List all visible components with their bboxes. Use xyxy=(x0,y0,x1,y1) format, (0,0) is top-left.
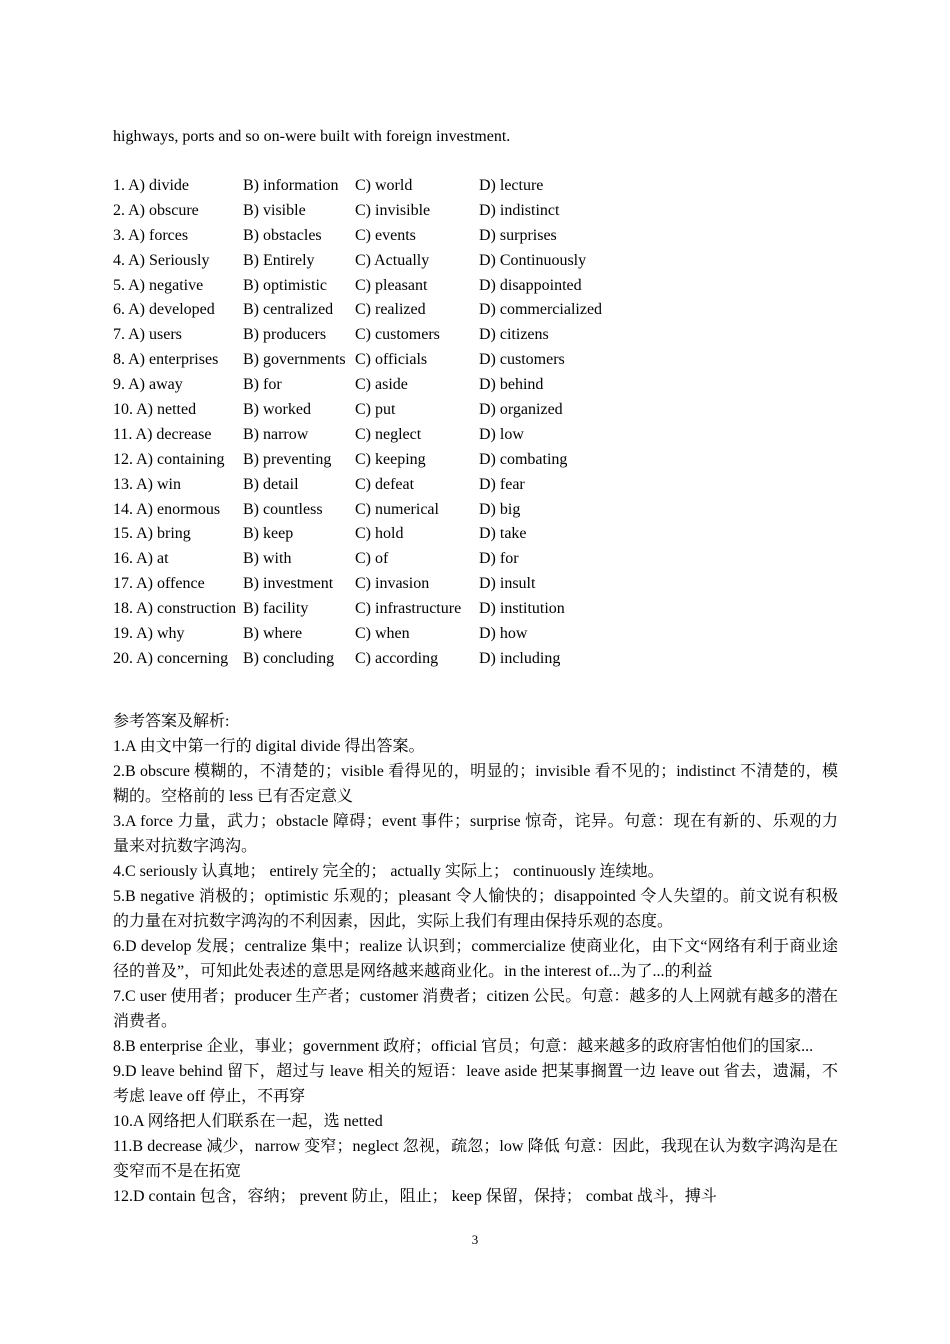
option-d: D) lecture xyxy=(479,177,544,194)
option-row xyxy=(113,547,838,572)
answer-item: 12.D contain 包含，容纳； prevent 防止，阻止； keep 保留，保持； combat 战斗，搏斗 xyxy=(113,1187,717,1205)
option-a: 6. A) developed xyxy=(113,301,215,319)
option-b: B) concluding xyxy=(243,649,335,667)
option-b: B) optimistic xyxy=(243,276,327,294)
option-c: C) of xyxy=(355,550,389,568)
option-d: D) indistinct xyxy=(479,201,560,219)
option-a: 19. A) why xyxy=(113,625,185,643)
option-row xyxy=(113,274,838,299)
answer-item: 7.C user 使用者；producer 生产者；customer 消费者；citizen 公民。句意：越多的人上网就有越多的潜在消费者。 xyxy=(113,987,838,1030)
option-b: B) investment xyxy=(243,575,334,593)
option-c: C) customers xyxy=(355,326,440,344)
option-a: 11. A) decrease xyxy=(113,425,212,443)
option-a: 20. A) concerning xyxy=(113,649,229,667)
option-d: D) how xyxy=(479,625,528,643)
option-b: B) countless xyxy=(243,500,323,518)
answers-section xyxy=(113,709,838,1209)
option-b: B) information xyxy=(243,177,339,194)
option-a: 8. A) enterprises xyxy=(113,351,219,369)
options-list xyxy=(113,174,838,672)
option-d: D) take xyxy=(479,525,527,543)
option-row xyxy=(113,323,838,348)
option-c: C) officials xyxy=(355,351,428,369)
option-d: D) big xyxy=(479,500,521,518)
option-c: C) invisible xyxy=(355,201,431,219)
option-row xyxy=(113,174,838,199)
option-row xyxy=(113,622,838,647)
document-page xyxy=(113,124,838,1209)
option-d: D) citizens xyxy=(479,326,549,344)
answer-item: 10.A 网络把人们联系在一起，选 netted xyxy=(113,1112,383,1130)
answer-item: 9.D leave behind 留下，超过与 leave 相关的短语：leave aside 把某事搁置一边 leave out 省去，遗漏，不考虑 leave off 停止，不再穿 xyxy=(113,1062,838,1105)
option-b: B) obstacles xyxy=(243,226,322,244)
option-a: 3. A) forces xyxy=(113,226,189,244)
option-b: B) detail xyxy=(243,475,299,493)
option-b: B) governments xyxy=(243,351,346,369)
option-a: 2. A) obscure xyxy=(113,201,199,219)
answer-item: 5.B negative 消极的；optimistic 乐观的；pleasant 令人愉快的；disappointed 令人失望的。前文说有积极的力量在对抗数字鸿沟的不利因素，因此，实际上我们有理由保持乐观的态度。 xyxy=(113,887,838,930)
option-b: B) facility xyxy=(243,600,309,618)
option-d: D) behind xyxy=(479,376,544,394)
option-d: D) Continuously xyxy=(479,251,587,269)
option-a: 14. A) enormous xyxy=(113,500,221,518)
option-c: C) aside xyxy=(355,376,408,394)
option-c: C) events xyxy=(355,226,416,244)
option-c: C) neglect xyxy=(355,425,422,443)
option-d: D) including xyxy=(479,649,561,667)
option-row xyxy=(113,398,838,423)
option-c: C) realized xyxy=(355,301,426,319)
option-d: D) insult xyxy=(479,575,536,593)
option-a: 17. A) offence xyxy=(113,575,205,593)
answer-item: 8.B enterprise 企业，事业；government 政府；official 官员；句意：越来越多的政府害怕他们的国家... xyxy=(113,1037,814,1055)
option-d: D) disappointed xyxy=(479,276,582,294)
option-b: B) producers xyxy=(243,326,327,344)
option-b: B) with xyxy=(243,550,292,568)
option-a: 5. A) negative xyxy=(113,276,204,294)
option-d: D) surprises xyxy=(479,226,557,244)
answer-item: 4.C seriously 认真地； entirely 完全的； actually 实际上； continuously 连续地。 xyxy=(113,862,664,880)
answer-item: 2.B obscure 模糊的，不清楚的；visible 看得见的，明显的；invisible 看不见的；indistinct 不清楚的，模糊的。空格前的 less 已有否定意义 xyxy=(113,762,838,805)
answers-heading: 参考答案及解析: xyxy=(113,712,230,730)
answer-item: 11.B decrease 减少，narrow 变窄；neglect 忽视，疏忽；low 降低 句意：因此，我现在认为数字鸿沟是在变窄而不是在拓宽 xyxy=(113,1137,838,1180)
option-a: 9. A) away xyxy=(113,376,183,394)
option-b: B) keep xyxy=(243,525,294,543)
option-row xyxy=(113,199,838,224)
option-row xyxy=(113,249,838,274)
option-row xyxy=(113,647,838,672)
option-row xyxy=(113,498,838,523)
option-row xyxy=(113,597,838,622)
option-d: D) fear xyxy=(479,475,525,493)
option-c: C) Actually xyxy=(355,251,430,269)
option-d: D) combating xyxy=(479,450,568,468)
option-a: 4. A) Seriously xyxy=(113,251,210,269)
option-b: B) preventing xyxy=(243,450,332,468)
option-b: B) Entirely xyxy=(243,251,315,269)
option-a: 15. A) bring xyxy=(113,525,191,543)
option-row xyxy=(113,448,838,473)
option-c: C) when xyxy=(355,625,410,643)
option-a: 1. A) divide xyxy=(113,177,189,194)
answer-item: 6.D develop 发展；centralize 集中；realize 认识到；commercialize 使商业化，由下文“网络有利于商业途径的普及”，可知此处表述的意思是网络越来越商业化。in the interest of...为了...的利益 xyxy=(113,937,838,980)
option-c: C) put xyxy=(355,401,396,419)
option-c: C) defeat xyxy=(355,475,415,493)
option-b: B) worked xyxy=(243,401,311,419)
option-b: B) centralized xyxy=(243,301,334,319)
option-d: D) customers xyxy=(479,351,565,369)
answer-item: 1.A 由文中第一行的 digital divide 得出答案。 xyxy=(113,737,425,755)
option-row xyxy=(113,572,838,597)
option-row xyxy=(113,473,838,498)
option-d: D) institution xyxy=(479,600,565,618)
option-a: 16. A) at xyxy=(113,550,169,568)
option-b: B) visible xyxy=(243,201,306,219)
option-b: B) where xyxy=(243,625,303,643)
option-row xyxy=(113,348,838,373)
option-c: C) according xyxy=(355,649,439,667)
option-c: C) pleasant xyxy=(355,276,428,294)
option-d: D) organized xyxy=(479,401,563,419)
page-number: 3 xyxy=(471,1232,479,1247)
option-a: 10. A) netted xyxy=(113,401,197,419)
option-row xyxy=(113,224,838,249)
option-a: 13. A) win xyxy=(113,475,181,493)
option-row xyxy=(113,373,838,398)
option-b: B) for xyxy=(243,376,282,394)
option-d: D) low xyxy=(479,425,524,443)
option-c: C) world xyxy=(355,177,413,194)
option-c: C) infrastructure xyxy=(355,600,462,618)
option-d: D) for xyxy=(479,550,519,568)
option-a: 12. A) containing xyxy=(113,450,225,468)
option-c: C) invasion xyxy=(355,575,430,593)
option-row xyxy=(113,423,838,448)
answers-list xyxy=(113,734,838,1209)
option-c: C) hold xyxy=(355,525,404,543)
option-c: C) keeping xyxy=(355,450,426,468)
option-a: 18. A) construction xyxy=(113,600,237,618)
option-row xyxy=(113,522,838,547)
option-a: 7. A) users xyxy=(113,326,182,344)
intro-line: highways, ports and so on-were built with foreign investment. xyxy=(113,128,511,145)
answer-item: 3.A force 力量，武力；obstacle 障碍；event 事件；surprise 惊奇，诧异。句意：现在有新的、乐观的力量来对抗数字鸿沟。 xyxy=(113,812,838,855)
option-c: C) numerical xyxy=(355,500,439,518)
option-b: B) narrow xyxy=(243,425,309,443)
option-row xyxy=(113,298,838,323)
option-d: D) commercialized xyxy=(479,301,603,319)
